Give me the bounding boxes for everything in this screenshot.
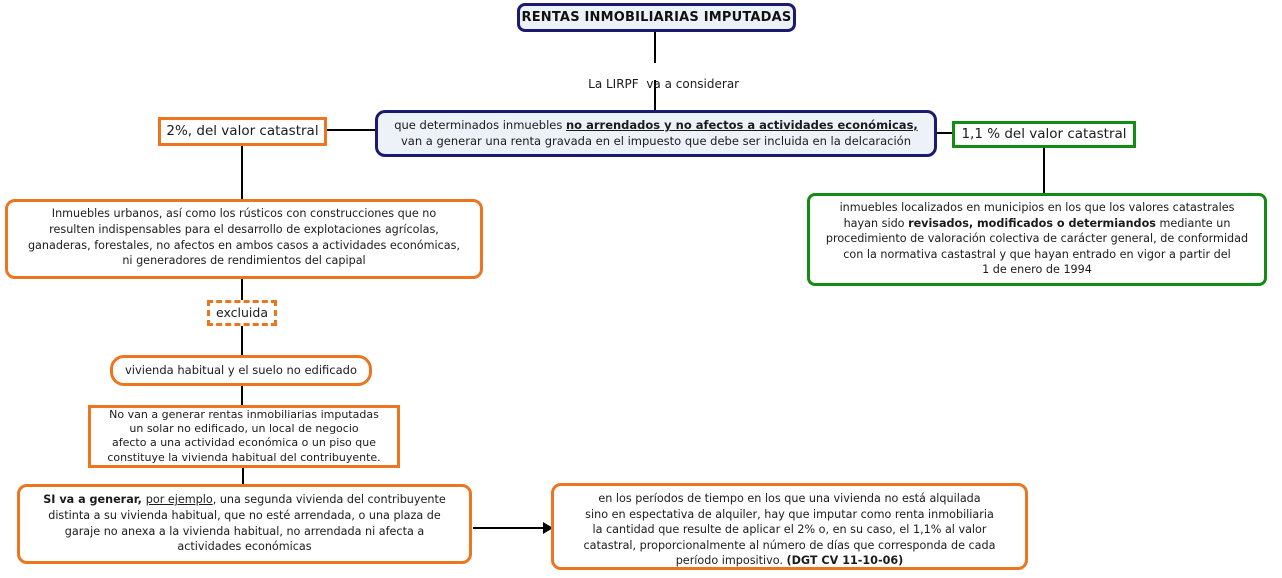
rate-1-1pct-text: 1,1 % del valor catastral: [961, 126, 1127, 142]
note-reference-bold: (DGT CV 11-10-06): [786, 554, 904, 568]
node-rate-1-1pct[interactable]: [952, 121, 1136, 148]
node-no-genera-rentas[interactable]: [88, 405, 400, 468]
node-excluida[interactable]: [207, 300, 277, 326]
novan-line: afecto a una actividad económica o un piso que: [112, 436, 376, 450]
note-line-2: sino en espectativa de alquiler, hay que imputar como renta inmobiliaria: [585, 507, 994, 521]
connector-description-to-excluida: [241, 278, 243, 300]
linking-phrase-text: La LIRPF va a considerar: [588, 77, 740, 91]
novan-line: No van a generar rentas inmobiliarias imputadas: [109, 408, 379, 421]
revised-desc-bold: revisados, modificados o determiandos: [908, 216, 1156, 230]
si-line-1: SI va a generar, por ejemplo, una segunda vivienda del contribuyente: [43, 493, 446, 506]
si-bold: SI va a generar,: [43, 493, 146, 506]
revised-desc-line-2: hayan sido revisados, modificados o determiandos mediante un: [843, 216, 1231, 230]
novan-line: constituye la vivienda habitual del contribuyente.: [107, 450, 381, 464]
urban-desc-line: ganaderas, forestales, no afectos en ambos casos a actividades económicas,: [27, 238, 461, 252]
note-line-1: en los períodos de tiempo en los que una vivienda no está alquilada: [598, 492, 981, 505]
revised-desc-line-5: 1 de enero de 1994: [982, 263, 1092, 277]
connector-11pct-to-description: [1043, 147, 1045, 193]
title-text: RENTAS INMOBILIARIAS IMPUTADAS: [521, 10, 792, 25]
si-line-2: distinta a su vivienda habitual, que no esté arrendada, o una plaza de: [48, 508, 441, 522]
si-line-4: actividades económicas: [177, 540, 312, 554]
node-revised-values-description[interactable]: [807, 193, 1267, 286]
central-line-2: van a generar una renta gravada en el impuesto que debe ser incluida en la delcaración: [401, 134, 911, 148]
vivienda-text: vivienda habitual y el suelo no edificado: [124, 363, 358, 377]
connector-central-to-2pct: [327, 129, 375, 131]
novan-line: un solar no edificado, un local de negocio: [129, 422, 359, 436]
central-bold-underline: no arrendados y no afectos a actividades económicas,: [566, 118, 918, 132]
connector-novan-to-si: [242, 467, 244, 484]
connector-excluida-to-vivienda: [241, 325, 243, 355]
revised-desc-line-1: inmuebles localizados en municipios en los que los valores catastrales: [839, 201, 1235, 214]
node-rate-2pct[interactable]: [158, 117, 327, 146]
connector-si-to-note: [473, 527, 545, 529]
revised-desc-line-4: con la normativa castastral y que hayan entrado en vigor a partir del: [843, 247, 1231, 261]
node-title[interactable]: [517, 3, 796, 32]
rate-2pct-text: 2%, del valor catastral: [166, 123, 319, 139]
excluida-text: excluida: [216, 305, 268, 320]
urban-desc-line: ni generadores de rendimientos del capipal: [122, 254, 366, 268]
connector-title-to-intro: [654, 31, 656, 63]
node-urban-properties-description[interactable]: [5, 199, 483, 279]
urban-desc-line: Inmuebles urbanos, así como los rústicos con construcciones que no: [51, 207, 437, 220]
urban-desc-line: resulten indispensables para el desarrollo de explotaciones agrícolas,: [49, 222, 439, 236]
node-si-genera-rentas[interactable]: [17, 484, 472, 564]
si-line-3: garaje no anexa a la vivienda habitual, no arrendada ni afecta a: [64, 524, 425, 538]
node-periodos-nota[interactable]: [551, 483, 1028, 570]
linking-phrase-lirpf[interactable]: [540, 63, 772, 105]
si-underline: por ejemplo: [145, 493, 213, 506]
connector-2pct-to-description: [241, 145, 243, 199]
note-line-3: la cantidad que resulte de aplicar el 2% o, en su caso, el 1,1% al valor: [592, 523, 987, 537]
node-central-statement[interactable]: [375, 110, 937, 157]
node-vivienda-habitual[interactable]: [110, 355, 372, 386]
connector-central-to-11pct: [936, 132, 952, 134]
central-line-1: que determinados inmuebles no arrendados y no afectos a actividades económicas,: [394, 118, 918, 132]
note-line-5: período impositivo. (DGT CV 11-10-06): [675, 554, 904, 568]
revised-desc-line-3: procedimiento de valoración colectiva de carácter general, de conformidad: [825, 232, 1249, 246]
connector-vivienda-to-novan: [241, 385, 243, 405]
note-line-4: catastral, proporcionalmente al número de días que corresponda de cada: [583, 538, 996, 552]
